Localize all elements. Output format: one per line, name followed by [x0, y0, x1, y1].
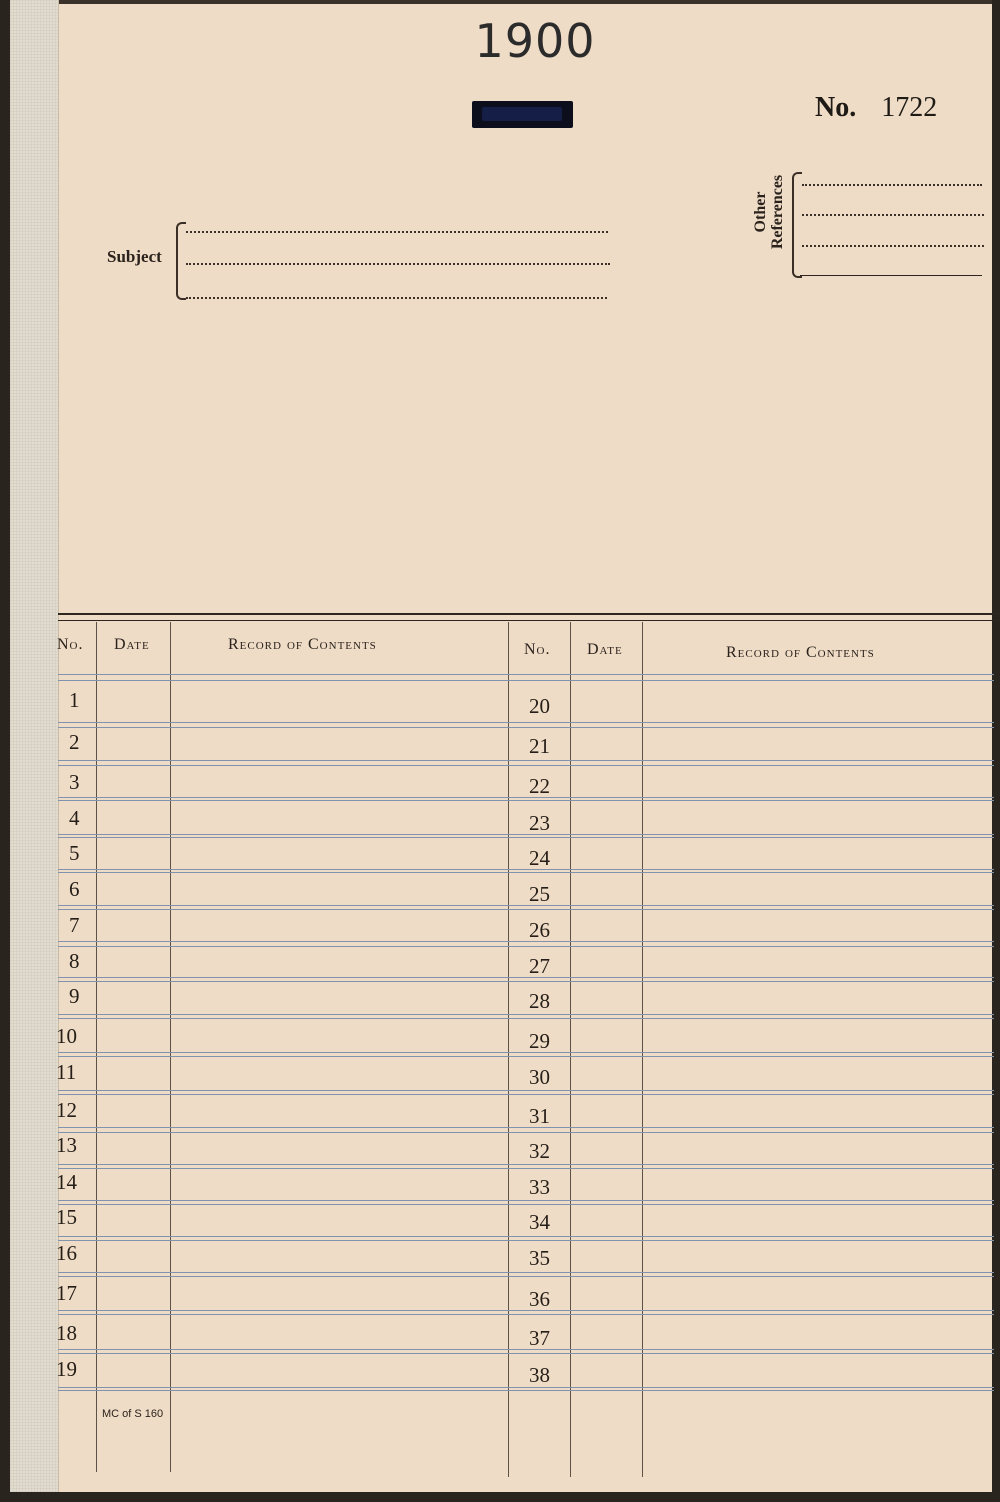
header-no-right: No.	[524, 641, 551, 658]
header-record-left: Record of Contents	[228, 636, 377, 653]
scan-edge-top	[0, 0, 1000, 4]
row-number-left: 18	[56, 1321, 77, 1345]
other-references-label	[752, 162, 786, 262]
table-rule-line	[58, 1353, 994, 1354]
row-number-right: 29	[529, 1029, 550, 1053]
table-rule-line	[58, 905, 994, 906]
table-rule-line	[58, 1056, 994, 1057]
header-date-right: Date	[587, 641, 623, 658]
header-no-left: No.	[57, 636, 84, 653]
row-number-right: 33	[529, 1175, 550, 1199]
row-number-right: 26	[529, 918, 550, 942]
row-number-left: 13	[56, 1133, 77, 1157]
row-number-left: 19	[56, 1357, 77, 1381]
table-rule-line	[58, 727, 994, 728]
row-number-right: 34	[529, 1210, 550, 1234]
table-top-rule-inner	[58, 620, 1000, 621]
table-rule-line	[58, 1387, 994, 1388]
table-rule-line	[58, 1094, 994, 1095]
other-references-label-line1: Other	[752, 191, 769, 233]
table-rule-line	[58, 834, 994, 835]
table-rule-line	[58, 1349, 994, 1350]
scan-edge-left	[0, 0, 10, 1502]
table-rule-line	[58, 872, 994, 873]
header-record-right: Record of Contents	[726, 644, 875, 661]
row-number-left: 16	[56, 1241, 77, 1265]
row-number-right: 38	[529, 1363, 550, 1387]
other-references-line-1	[802, 184, 982, 186]
table-rule-line	[58, 1200, 994, 1201]
table-rule-line	[58, 1127, 994, 1128]
row-number-left: 5	[69, 841, 80, 865]
row-number-right: 21	[529, 734, 550, 758]
row-number-right: 36	[529, 1287, 550, 1311]
table-rule-line	[58, 946, 994, 947]
table-rule-line	[58, 1272, 994, 1273]
table-rule-line	[58, 680, 994, 681]
row-number-left: 2	[69, 730, 80, 754]
table-rule-line	[58, 1052, 994, 1053]
row-number-right: 31	[529, 1104, 550, 1128]
other-references-brace	[792, 172, 802, 278]
table-rule-line	[58, 1236, 994, 1237]
table-rule-line	[58, 1204, 994, 1205]
table-rule-line	[58, 1310, 994, 1311]
subject-line-3	[186, 297, 607, 299]
subject-line-2	[186, 263, 610, 265]
year-stamp: 1900	[474, 14, 596, 68]
row-number-left: 3	[69, 770, 80, 794]
row-number-left: 14	[56, 1170, 77, 1194]
row-number-left: 12	[56, 1098, 77, 1122]
form-code: MC of S 160	[102, 1408, 164, 1420]
cloth-binding-strip	[10, 0, 59, 1492]
row-number-left: 6	[69, 877, 80, 901]
table-rule-line	[58, 981, 994, 982]
col-line-left-date	[170, 622, 171, 1472]
row-number-left: 17	[56, 1281, 77, 1305]
table-top-rule	[58, 613, 1000, 615]
table-rule-line	[58, 765, 994, 766]
table-rule-line	[58, 909, 994, 910]
table-rule-line	[58, 869, 994, 870]
scan-edge-bottom	[0, 1492, 1000, 1502]
row-number-right: 27	[529, 954, 550, 978]
row-number-left: 7	[69, 913, 80, 937]
table-rule-line	[58, 1090, 994, 1091]
row-number-right: 35	[529, 1246, 550, 1270]
other-references-line-4	[800, 275, 982, 276]
table-rule-line	[58, 977, 994, 978]
row-number-right: 32	[529, 1139, 550, 1163]
row-number-left: 1	[69, 688, 80, 712]
table-rule-line	[58, 1168, 994, 1169]
table-rule-line	[58, 1276, 994, 1277]
table-rule-line	[58, 1164, 994, 1165]
subject-line-1	[186, 231, 608, 233]
table-rule-line	[58, 1314, 994, 1315]
table-rule-line	[58, 941, 994, 942]
row-number-right: 20	[529, 694, 550, 718]
table-rule-line	[58, 797, 994, 798]
row-number-right: 37	[529, 1326, 550, 1350]
row-number-right: 22	[529, 774, 550, 798]
file-number	[815, 92, 937, 124]
row-number-right: 30	[529, 1065, 550, 1089]
row-number-left: 8	[69, 949, 80, 973]
table-rule-line	[58, 1014, 994, 1015]
subject-brace	[176, 222, 186, 300]
row-number-left: 15	[56, 1205, 77, 1229]
table-rule-line	[58, 1390, 994, 1391]
row-number-left: 11	[56, 1060, 77, 1084]
subject-label: Subject	[107, 247, 162, 266]
file-number-label: No.	[815, 92, 857, 123]
table-rule-line	[58, 722, 994, 723]
row-number-left: 10	[56, 1024, 77, 1048]
row-number-right: 24	[529, 846, 550, 870]
table-rule-line	[58, 674, 994, 675]
row-number-left: 4	[69, 806, 80, 830]
table-rule-line	[58, 800, 994, 801]
file-number-value: 1722	[881, 92, 938, 123]
other-references-line-2	[802, 214, 984, 216]
other-references-line-3	[802, 245, 984, 247]
row-number-right: 25	[529, 882, 550, 906]
table-rule-line	[58, 1240, 994, 1241]
table-rule-line	[58, 837, 994, 838]
col-line-left-no	[96, 622, 97, 1472]
other-references-label-line2: References	[769, 174, 786, 250]
table-rule-line	[58, 1132, 994, 1133]
row-number-left: 9	[69, 984, 80, 1008]
row-number-right: 28	[529, 989, 550, 1013]
redacted-stamp	[472, 101, 573, 128]
table-rule-line	[58, 1018, 994, 1019]
header-date-left: Date	[114, 636, 150, 653]
table-rule-line	[58, 760, 994, 761]
row-number-right: 23	[529, 811, 550, 835]
